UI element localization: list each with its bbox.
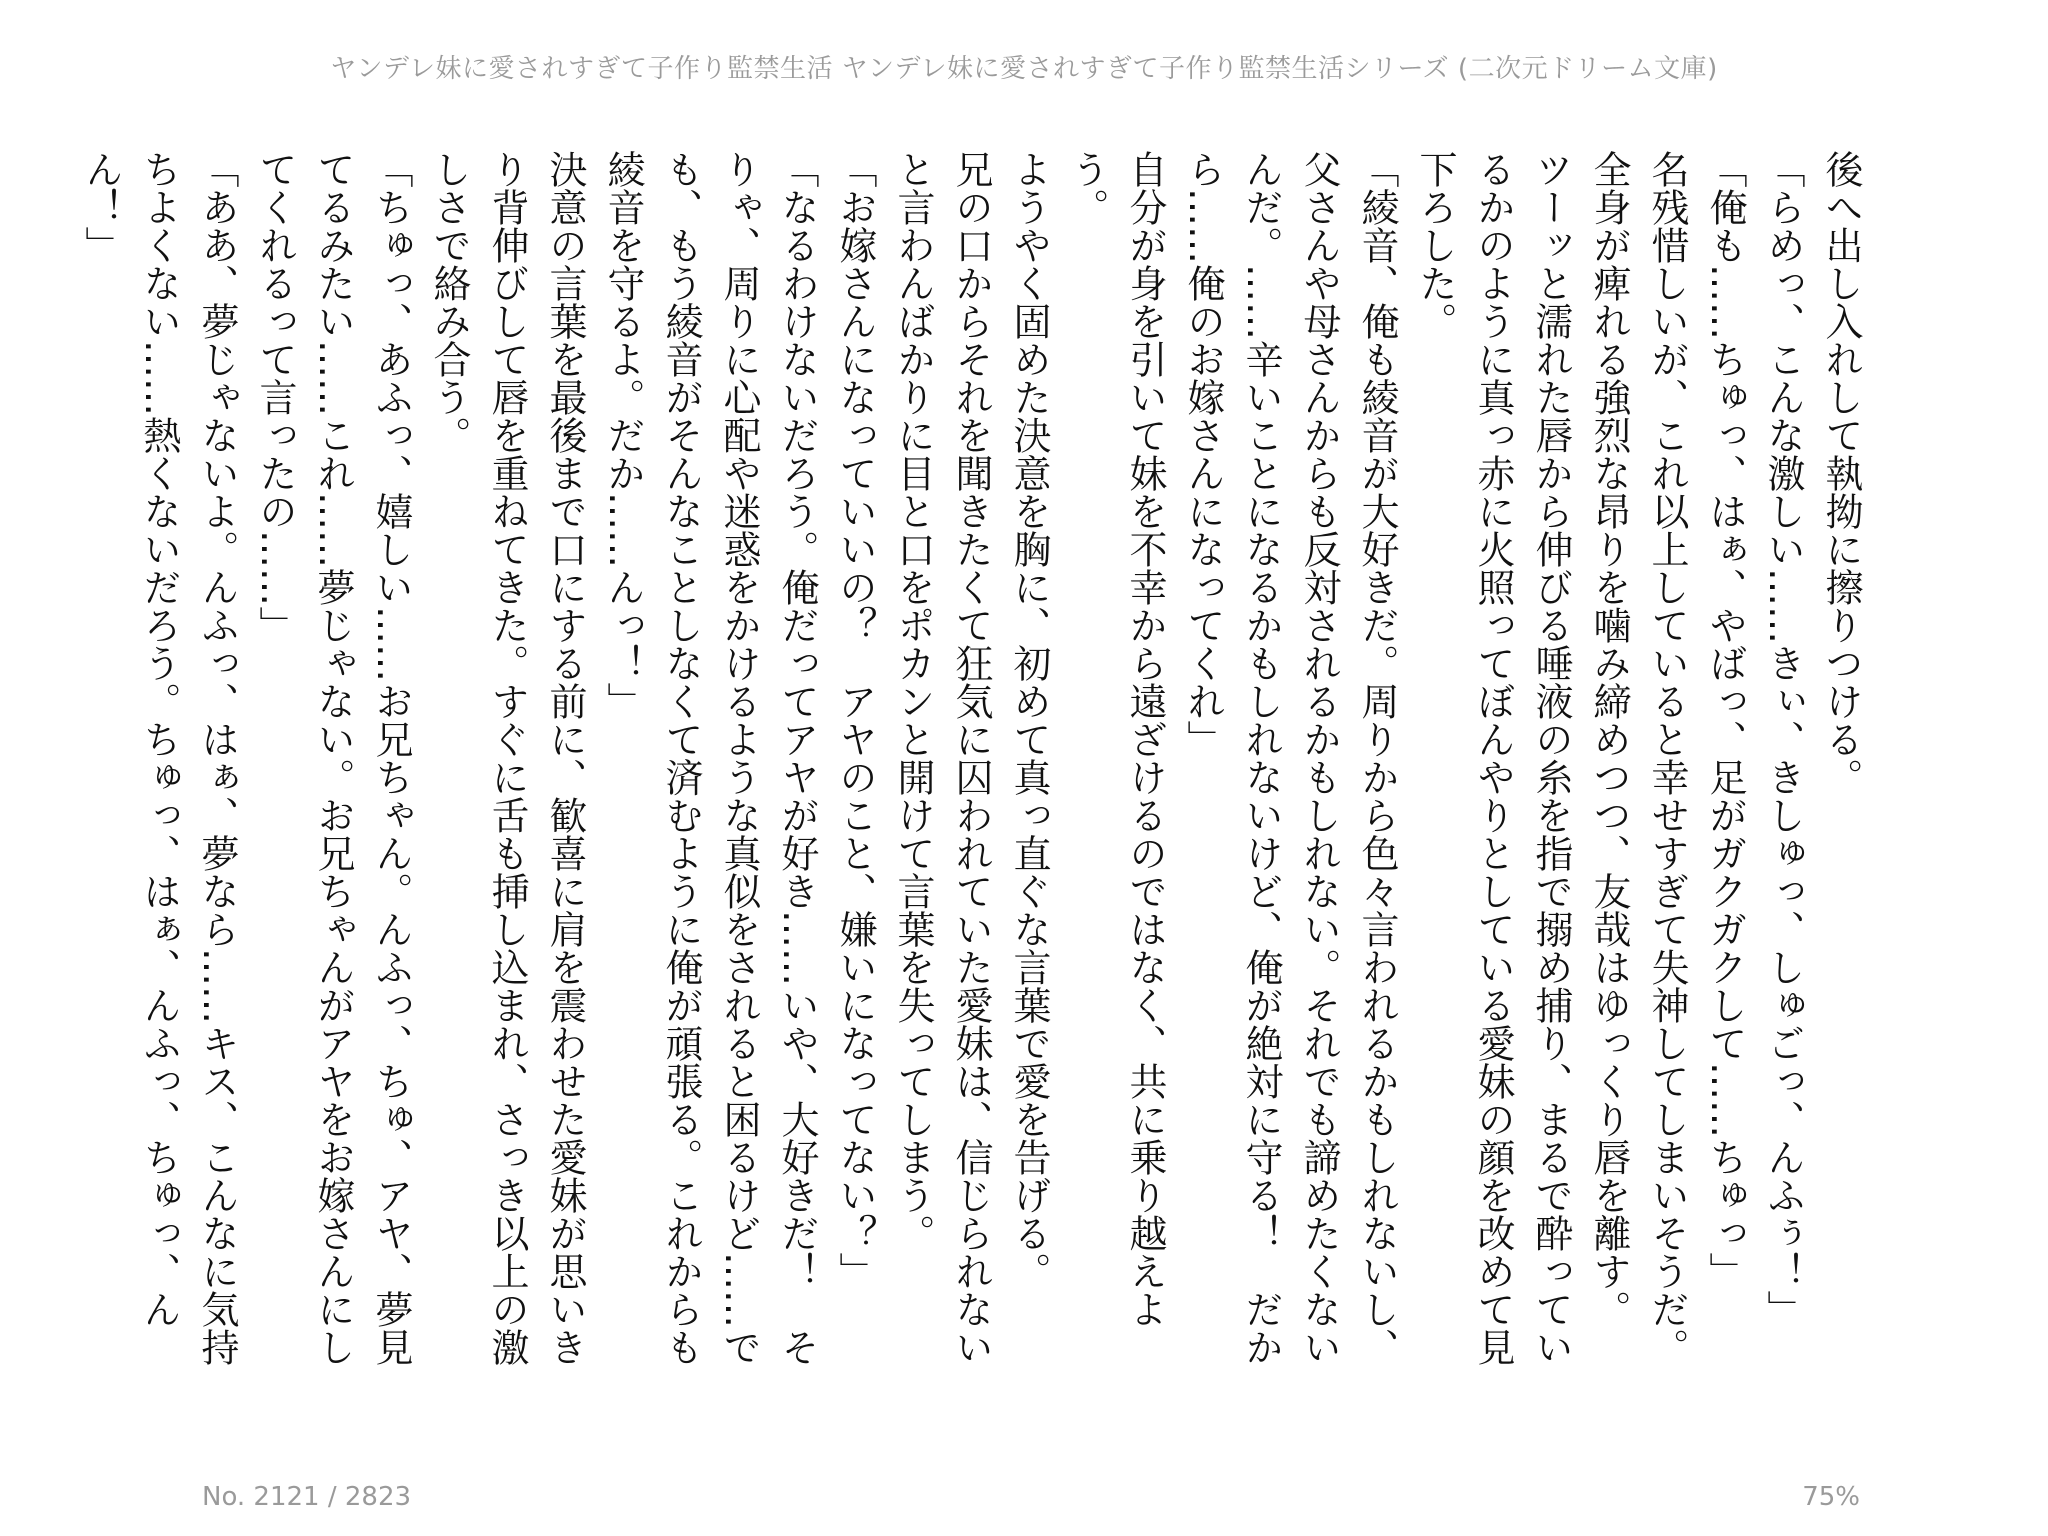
paragraph: 「ちゅっ、あふっ、嬉しい……お兄ちゃん。んふっ、ちゅ、アヤ、夢見てるみたい……これ……夢じゃない。お兄ちゃんがアヤをお嫁さんにしてくれるって言ったの……」 bbox=[253, 150, 413, 1366]
paragraph: 「ああ、夢じゃないよ。んふっ、はぁ、夢なら……キス、こんなに気持ちよくない……熱くないだろう。ちゅっ、はぁ、んふっ、ちゅっ、んん！」 bbox=[79, 150, 239, 1366]
paragraph: 名残惜しいが、これ以上していると幸せすぎて失神してしまいそうだ。 bbox=[1645, 150, 1689, 1366]
paragraph: 「綾音、俺も綾音が大好きだ。周りから色々言われるかもしれないし、父さんや母さんからも反対されるかもしれない。それでも諦めたくないんだ。……辛いことになるかもしれないけど、俺が絶対に守る！ だから……俺のお嫁さんになってくれ」 bbox=[1181, 150, 1399, 1366]
paragraph: 後へ出し入れして執拗に擦りつける。 bbox=[1819, 150, 1863, 796]
paragraph: 自分が身を引いて妹を不幸から遠ざけるのではなく、共に乗り越えよう。 bbox=[1065, 150, 1167, 1328]
paragraph: 「なるわけないだろう。俺だってアヤが好き……いや、大好きだ！ そりゃ、周りに心配や迷惑をかけるような真似をされると困るけど……でも、もう綾音がそんなことしなくて済むように俺が頑張る。これからも綾音を守るよ。だか……んっ！」 bbox=[601, 150, 819, 1366]
location-indicator: No. 2121 / 2823 bbox=[202, 1482, 412, 1512]
paragraph: 「俺も……ちゅっ、はぁ、やばっ、足がガクガクして……ちゅっ」 bbox=[1703, 150, 1747, 1290]
progress-percent: 75% bbox=[1802, 1482, 1860, 1512]
paragraph: 決意の言葉を最後まで口にする前に、歓喜に肩を震わせた愛妹が思いきり背伸びして唇を重ねてきた。すぐに舌も挿し込まれ、さっき以上の激しさで絡み合う。 bbox=[427, 150, 587, 1366]
paragraph: 「らめっ、こんな激しい……きぃ、きしゅっ、しゅごっ、んふぅ！」 bbox=[1761, 150, 1805, 1328]
paragraph: 兄の口からそれを聞きたくて狂気に囚われていた愛妹は、信じられないと言わんばかりに目と口をポカンと開けて言葉を失ってしまう。 bbox=[891, 150, 993, 1366]
reading-area[interactable] bbox=[79, 150, 1870, 1400]
page-footer bbox=[0, 1482, 2048, 1522]
paragraph: 全身が痺れる強烈な昂りを噛み締めつつ、友哉はゆっくり唇を離す。 bbox=[1587, 150, 1631, 1328]
book-title-header: ヤンデレ妹に愛されすぎて子作り監禁生活 ヤンデレ妹に愛されすぎて子作り監禁生活シリーズ (二次元ドリーム文庫) bbox=[330, 54, 1718, 84]
paragraph: ようやく固めた決意を胸に、初めて真っ直ぐな言葉で愛を告げる。 bbox=[1007, 150, 1051, 1290]
paragraph: ツーッと濡れた唇から伸びる唾液の糸を指で搦め捕り、まるで酔っているかのように真っ赤に火照ってぼんやりとしている愛妹の顔を改めて見下ろした。 bbox=[1413, 150, 1573, 1366]
page-text bbox=[79, 150, 1870, 1380]
paragraph: 「お嫁さんになっていいの？ アヤのこと、嫌いになってない？」 bbox=[833, 150, 877, 1290]
